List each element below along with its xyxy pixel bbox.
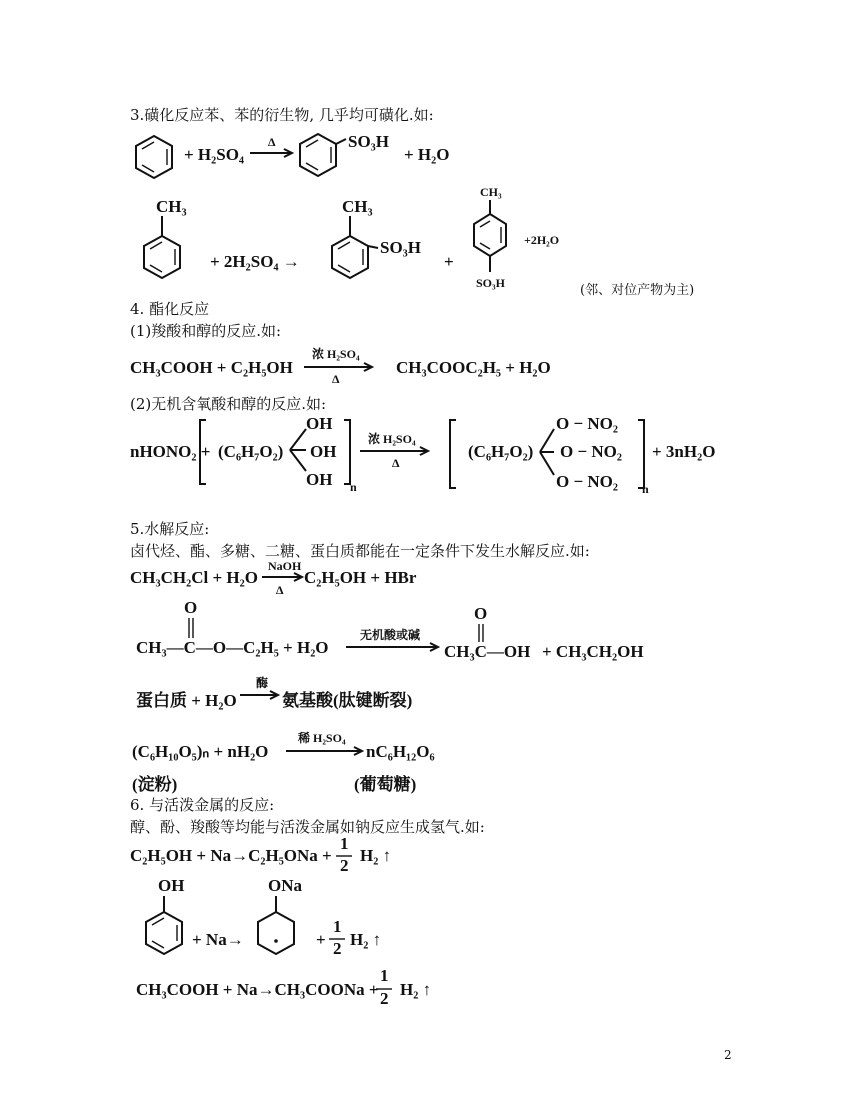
reagent-text: + Na→ xyxy=(192,930,244,949)
fraction-denominator: 2 xyxy=(380,989,389,1008)
fraction-denominator: 2 xyxy=(333,939,342,958)
methyl-label: CH₃ xyxy=(156,197,187,216)
toluene-ring xyxy=(142,216,182,284)
hydroxyl-label: OH xyxy=(158,876,185,895)
arrow-condition: 无机酸或碱 xyxy=(360,628,421,642)
water-text: + H₂O xyxy=(404,145,450,164)
section-3-heading: 3.磺化反应苯、苯的衍生物, 几乎均可磺化.如: xyxy=(130,106,434,124)
nitrate-label: O − NO₂ xyxy=(556,472,619,491)
phenoxide-label: ONa xyxy=(268,876,302,895)
arrow-condition: Δ xyxy=(392,456,400,470)
arrow-condition: Δ xyxy=(332,372,340,386)
benzene-ring xyxy=(134,134,174,180)
subsection-heading: (1)羧酸和醇的反应.如: xyxy=(130,322,282,340)
equation-right: H₂ ↑ xyxy=(360,846,392,865)
equation-left: CH₃COOH + Na→CH₃COONa + xyxy=(136,980,379,999)
equation-right: H₂ ↑ xyxy=(350,930,382,949)
nitrate-label: O − NO₂ xyxy=(556,414,619,433)
arrow-condition: 稀 H₂SO₄ xyxy=(298,731,346,745)
water-text: +2H₂O xyxy=(524,233,560,247)
equation-left: CH₃COOH + C₂H₅OH xyxy=(130,358,293,377)
carbonyl-oxygen: O xyxy=(474,604,488,623)
section-6-heading: 6. 与活泼金属的反应: xyxy=(130,796,275,814)
fraction-denominator: 2 xyxy=(340,856,349,875)
reaction-arrow xyxy=(250,148,296,158)
reagent-text: + 2H₂SO₄ → xyxy=(210,252,300,271)
equation-right: CH₃COOC₂H₅ + H₂O xyxy=(396,358,551,377)
page-number: 2 xyxy=(724,1048,732,1062)
product-note: (邻、对位产物为主) xyxy=(580,283,695,298)
bracket-left xyxy=(198,418,208,488)
section-description: 卤代烃、酯、多糖、二糖、蛋白质都能在一定条件下发生水解反应.如: xyxy=(130,542,590,560)
bracket-right xyxy=(342,418,352,488)
bracket-left xyxy=(448,418,458,492)
hydroxyl-label: OH xyxy=(310,442,337,461)
plus-sign: + xyxy=(444,252,454,271)
section-5-heading: 5.水解反应: xyxy=(130,520,210,538)
sulfonic-label: SO₃H xyxy=(476,276,505,290)
compound-name: (淀粉) xyxy=(132,775,178,794)
equation-right: nC₆H₁₂O₆ xyxy=(366,742,435,761)
equation-right: H₂ ↑ xyxy=(400,980,432,999)
reaction-arrow xyxy=(304,362,376,372)
product-text: SO₃H xyxy=(348,132,389,151)
plus-sign: + xyxy=(316,930,326,949)
section-description: 醇、酚、羧酸等均能与活泼金属如钠反应生成氢气.如: xyxy=(130,818,485,836)
section-4-heading: 4. 酯化反应 xyxy=(130,300,210,318)
methyl-label: CH₃ xyxy=(480,185,502,199)
phenol-ring xyxy=(144,896,184,962)
arrow-condition: NaOH xyxy=(268,559,302,573)
equation-left: nHONO₂ + xyxy=(130,442,211,461)
arrow-condition: Δ xyxy=(268,135,276,149)
reaction-arrow xyxy=(240,690,282,700)
nitrate-label: O − NO₂ xyxy=(560,442,623,461)
arrow-condition: Δ xyxy=(276,583,284,597)
reagent-text: + H₂SO₄ xyxy=(184,145,245,164)
equation-right: CH₃C—OH xyxy=(444,642,531,661)
equation-left: 蛋白质 + H₂O xyxy=(136,691,237,710)
cellulose-core: (C₆H₇O₂) xyxy=(218,442,284,461)
repeat-index: n xyxy=(350,480,357,494)
carbonyl-double-bond xyxy=(476,624,486,644)
hydroxyl-label: OH xyxy=(306,414,333,433)
equation-left: CH₃CH₂Cl + H₂O xyxy=(130,568,258,587)
para-product-ring xyxy=(470,200,510,280)
methyl-label: CH₃ xyxy=(342,197,373,216)
reaction-arrow xyxy=(360,446,432,456)
arrow-condition: 浓 H₂SO₄ xyxy=(312,347,360,361)
carbonyl-double-bond xyxy=(186,618,196,640)
arrow-condition: 浓 H₂SO₄ xyxy=(368,432,416,446)
equation-left: CH₃—C—O—C₂H₅ + H₂O xyxy=(136,638,329,657)
reaction-arrow xyxy=(346,642,442,652)
hydroxyl-label: OH xyxy=(306,470,333,489)
equation-right: + CH₃CH₂OH xyxy=(542,642,644,661)
cellulose-core: (C₆H₇O₂) xyxy=(468,442,534,461)
arrow-condition: 酶 xyxy=(256,676,269,690)
fraction-numerator: 1 xyxy=(333,917,342,936)
reaction-arrow xyxy=(286,746,366,756)
equation-left: (C₆H₁₀O₅)ₙ + nH₂O xyxy=(132,742,269,761)
phenoxide-ring xyxy=(256,896,296,962)
fraction-numerator: 1 xyxy=(380,966,389,985)
benzene-ring xyxy=(298,132,338,178)
equation-right: C₂H₅OH + HBr xyxy=(304,568,417,587)
reaction-arrow xyxy=(262,572,306,582)
equation-left: C₂H₅OH + Na→C₂H₅ONa + xyxy=(130,846,332,865)
repeat-index: n xyxy=(642,482,649,496)
compound-name: (葡萄糖) xyxy=(354,775,417,794)
equation-right: 氨基酸(肽键断裂) xyxy=(282,691,413,710)
equation-right: + 3nH₂O xyxy=(652,442,716,461)
subsection-heading: (2)无机含氧酸和醇的反应.如: xyxy=(130,395,327,413)
sulfonic-label: SO₃H xyxy=(380,238,421,257)
bracket-right xyxy=(636,418,646,492)
carbonyl-oxygen: O xyxy=(184,598,198,617)
fraction-numerator: 1 xyxy=(340,834,349,853)
